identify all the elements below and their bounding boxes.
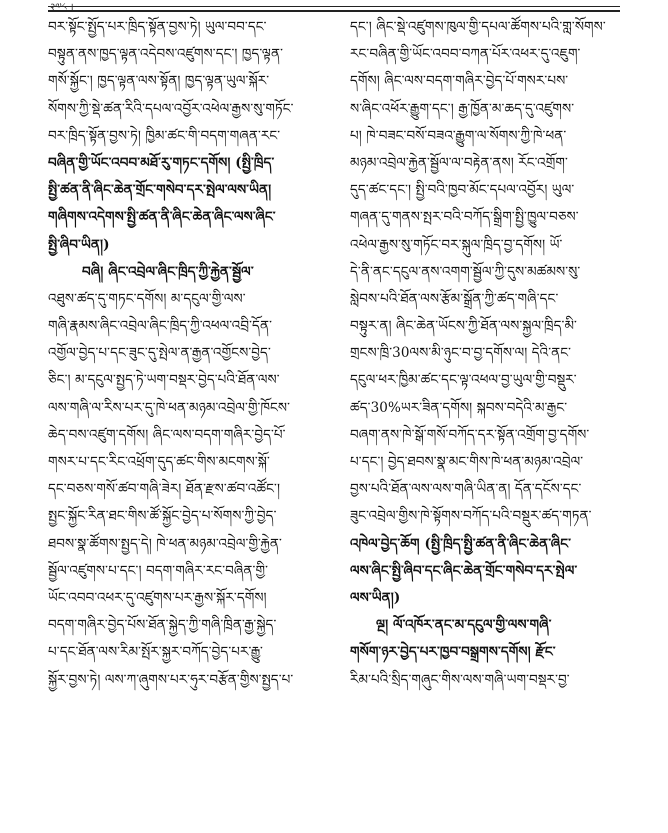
header-rule-thin (48, 6, 620, 7)
text-line: གསོ་སྐྱོང་། ཁྱད་ལྟན་ལས་སྟོན། ཁྱད་ལྟན་ཡུལ་སྐོར་ (48, 73, 270, 90)
text-line: རིམ་པའི་སྲིད་གཞུང་གིས་ལས་གཞི་ཡག་བསྡར་བྱ་ (350, 671, 570, 688)
text-line: ཡོང་འབབ་འཕར་དུ་འཛུགས་པར་རྒྱས་སྐོར་དགོས། (48, 589, 267, 606)
text-line: འཁེལ་བྱེད་ཆོག (སྤྱི་ཁྲིད་སྤྱི་ཚན་ནི་ཞིང་ཆེན་ཞིང་ (350, 535, 572, 552)
text-line: དགོས། ཞིང་ལས་བདག་གཞིར་བྱེད་པོ་གསར་པས་ (350, 73, 569, 90)
text-line: དང་། ཞིང་སྡེ་འཛུགས་ཁུལ་གྱི་དཔལ་ཚོགས་པའི་གླ་སོགས་ (350, 19, 606, 35)
text-line: ལྔ། ལོ་འཁོར་ནང་མ་དངུལ་གྱི་ལས་གཞི་ (376, 617, 552, 634)
text-line: བར་ཁྲིད་སྟོན་བྱས་ཏེ། ཁྱིམ་ཚང་གི་བདག་གཞན་རང་ (48, 127, 281, 144)
text-line: མཉམ་འབྲེལ་རྐྱེན་སྦྱོལ་ལ་བརྟེན་ནས། རོང་འགྲོག་ (350, 154, 568, 171)
text-line: བཞི། ཞིང་འབྲེལ་ཞིང་ཁྲིད་ཀྱི་རྐྱེན་སྦྱོལ་ (82, 263, 254, 280)
text-line: གསར་པ་དང་རིང་འཕྲོག་དུད་ཚང་གིས་མངགས་སྐོ་ (48, 454, 270, 470)
text-line: སྐྱོར་བྱས་ཏེ། ལས་ཀ་ཞུགས་པར་ཧུར་བརྩོན་གྱིས་སྤྱད་པ་ (48, 671, 294, 688)
text-line: རང་བཞིན་གྱི་ཡོང་འབབ་བཀན་པོར་འཕར་དུ་འཇུག་ (350, 46, 581, 63)
text-line: བཞག་ནས་ཁེ་སྒོ་གསོ་བཀོད་དར་སྟོན་འགྲོག་བྱ་དགོས་ (350, 426, 590, 443)
text-line: ས་ཞིང་འཕོར་རྒྱུག་དང་། རྒྱ་ཁྱོན་མ་ཆད་དུ་འཛུགས་ (350, 100, 575, 117)
text-line: ཟུང་འབྲེལ་གྱིས་ཁེ་སྟོགས་བཀོད་པའི་བསྡུར་ཚད་གཏན་ (350, 508, 592, 525)
text-line: ལས་ཞིང་སྤྱི་ཞིབ་དང་ཞིང་ཆེན་གྲོང་གསེབ་དར་སྤེལ་ (350, 562, 578, 579)
text-line: ལས་གཞི་ལ་རིས་པར་དུ་ཁེ་ཕན་མཉམ་འབྲེལ་གྱི་ཁོངས་ (48, 399, 291, 416)
text-line: འགྱོལ་བྱེད་པ་དང་ཟུང་དུ་སྤེལ་ན་རྒྱན་འགྱོངས་བྱེད་ (48, 345, 271, 362)
page-header-fragment: २༧༨ । (50, 2, 74, 13)
text-line: ལས་ཡིན།) (350, 589, 401, 606)
text-line: བསྟུར་ན། ཞིང་ཆེན་ཡོངས་ཀྱི་ཐོན་ལས་སྐྱལ་ཁྲིད་མི་ (350, 318, 577, 335)
text-line: ཐབས་སྣ་ཚོགས་སྤྱད་དེ། ཁེ་ཕན་མཉམ་འབྲེལ་གྱི་རྐྱེན་ (48, 535, 282, 552)
text-line: སྦྱོལ་འཛུགས་པ་དང་། བདག་གཞིར་རང་བཞིན་གྱི་ (48, 562, 269, 579)
text-line: སྤྱི་ཞིབ་ཡིན།) (48, 236, 110, 253)
text-line: སྤྱང་སྐྱོང་རིན་ཐང་གིས་ཚོ་སྐྱོང་བྱེད་པ་སོགས་ཀྱི་བྱེད་ (48, 508, 277, 525)
text-line: དང་བཅས་གསོ་ཚབ་གཞི་ཟེར། ཐོན་རྫས་ཚབ་འཚོང་། (48, 481, 281, 498)
right-text-column (350, 14, 624, 694)
text-line: དུད་ཚང་དང་། སྤྱི་བའི་ཁྱབ་མོང་དཔལ་འབྱོར། ཡུལ་ (350, 182, 575, 199)
text-line: པ་དང་ཐོན་ལས་རིམ་སྤོར་སྐྱར་བཀོད་བྱེད་པར་རྒྱུ་ (48, 644, 263, 661)
left-text-column (48, 14, 322, 694)
text-line: དངུལ་ཕར་ཁྱིམ་ཚང་དང་ལྟ་འཕལ་བྱ་ཡུལ་གྱི་བསྡུར་ (350, 372, 577, 389)
text-line: ཆེད་བས་འཛུག་དགོས། ཞིང་ལས་བདག་གཞིར་བྱེད་པོ་ (48, 426, 286, 443)
text-line: ཅིང་། མ་དངུལ་སྤྱད་ཏེ་ཡག་བསྡར་བྱེད་པའི་ཐོན་ལས་ (48, 372, 280, 389)
text-line: གྲངས་ཁྲི་30ལས་མི་ཉུང་བ་བྱ་དགོས་ལ། དེའི་ནང་ (350, 345, 572, 362)
text-line: བཞིན་གྱི་ཡོང་འབབ་མཐོ་རུ་གཏང་དགོས། (སྤྱི་ཁྲིད་ (48, 154, 275, 171)
text-line: གཞི་རྣམས་ཞིང་འབྲེལ་ཞིང་ཁྲིད་ཀྱི་འཕལ་འབྲི་དོན་ (48, 318, 273, 335)
text-line: བྱས་པའི་ཐོན་ལས་ལས་གཞི་ཡིན་ན། དོན་དངོས་དང་ (350, 481, 582, 498)
text-line: འཐུས་ཚད་དུ་གཏང་དགོས། མ་དངུལ་གྱི་ལས་ (48, 290, 246, 307)
text-line: པ་དང་། བྱེད་ཐབས་སྣ་མང་གིས་ཁེ་ཕན་མཉམ་འབྲེལ་ (350, 454, 584, 470)
text-line: དེ་ནི་ནང་དངུལ་ནས་འགག་སྦྱོལ་ཀྱི་དུས་མཚམས་སུ་ (350, 263, 581, 280)
text-line: གཞན་དུ་གནས་སྤར་བའི་བཀོད་སྒྲིག་སྤྱི་ཁྱུལ་བཅས་ (350, 209, 579, 226)
text-line: སླེབས་པའི་ཐོན་ལས་རྩོམ་སྒྲོན་ཀྱི་ཚད་གཞི་དང་ (350, 290, 559, 307)
text-line: གཞིགས་འདེགས་སྤྱི་ཚན་ནི་ཞིང་ཆེན་ཞིང་ལས་ཞིང་ (48, 209, 276, 226)
text-line: བར་སྟོང་སྤྱོད་པར་ཁྲིད་སྟོན་བྱས་ཏེ། ཡུལ་བབ་དང་ (48, 19, 267, 35)
text-line: ཚད་30%ཡར་ཟིན་དགོས། སྐབས་བདེའི་མ་རྒྱང་ (350, 399, 568, 416)
text-line: འཕེལ་རྒྱས་སུ་གཏོང་བར་སྐུལ་ཁྲིད་བྱ་དགོས། ཡོ་ (350, 236, 563, 253)
text-line: བསྟུན་ནས་ཁྱད་ལྟན་འདེབས་འཛུགས་དང་། ཁྱད་ལྟན་ (48, 46, 284, 63)
text-line: བདག་གཞིར་བྱེད་པོས་ཐོན་སྐྱེད་ཀྱི་གཞི་ཁྲིན་རྒྱ་སྐྱེད་ (48, 617, 277, 634)
text-line: པ། ཁེ་བཟང་བསོ་བཟའ་རྒྱུག་ལ་སོགས་ཀྱི་ཁེ་ཕན་ (350, 127, 567, 144)
text-line: གསོག་ཉར་བྱེད་པར་ཁྱབ་བསྒྲགས་དགོས། རྫོང་ (350, 644, 556, 661)
text-line: སྤྱི་ཚན་ནི་ཞིང་ཆེན་གྲོང་གསེབ་དར་སྤེལ་ལས་ཡིན། (48, 182, 272, 199)
header-rule-thick (48, 10, 620, 12)
text-line: སོགས་ཀྱི་སྡེ་ཚན་རིའི་དཔལ་འབྱོར་འཕེལ་རྒྱས་སུ་གཏོང་ (48, 100, 294, 117)
